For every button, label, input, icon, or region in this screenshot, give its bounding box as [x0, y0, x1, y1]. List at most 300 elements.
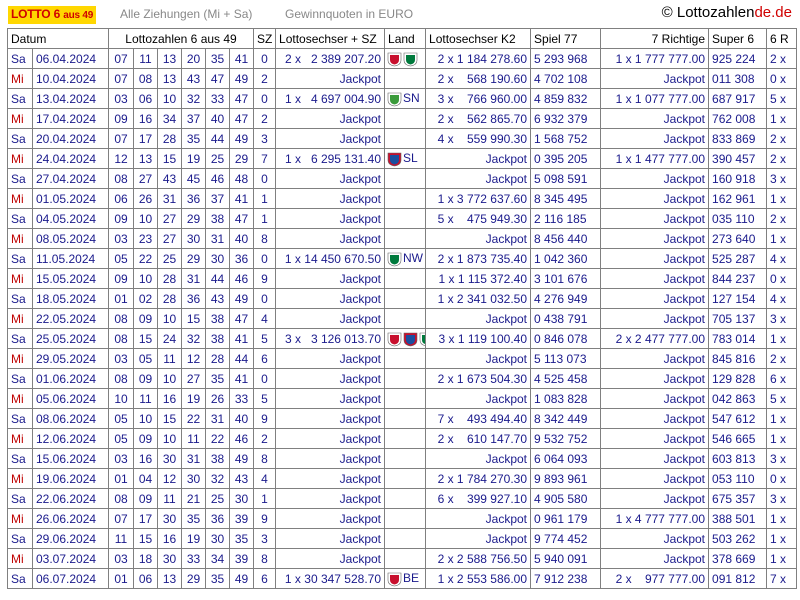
weekday: Mi: [8, 109, 33, 129]
draw-number: 06: [109, 189, 134, 209]
draw-number: 26: [134, 189, 158, 209]
draw-number: 02: [134, 289, 158, 309]
sieben-richtige-payout: Jackpot: [601, 69, 709, 89]
land-cell: [385, 129, 426, 149]
sechser-sz-payout: 1 x 14 450 670.50: [276, 249, 385, 269]
super6-number: 547 612: [709, 409, 767, 429]
draw-number: 21: [182, 489, 206, 509]
spiel77-number: 6 932 379: [531, 109, 601, 129]
draw-number: 37: [182, 109, 206, 129]
draw-number: 37: [206, 189, 230, 209]
super6-number: 845 816: [709, 349, 767, 369]
superzahl: 4: [254, 469, 276, 489]
land-cell: [385, 489, 426, 509]
super6-number: 129 828: [709, 369, 767, 389]
table-row: [8, 229, 797, 249]
sechser-sz-payout: 1 x 4 697 004.90: [276, 89, 385, 109]
flag-icon: [387, 92, 402, 107]
draw-number: 31: [206, 229, 230, 249]
draw-number: 36: [230, 249, 254, 269]
land-cell: [385, 109, 426, 129]
table-row: [8, 569, 797, 589]
draw-date: 17.04.2024: [33, 109, 109, 129]
draw-number: 47: [230, 309, 254, 329]
draw-number: 22: [134, 249, 158, 269]
sieben-richtige-payout: Jackpot: [601, 369, 709, 389]
draw-date: 08.05.2024: [33, 229, 109, 249]
superzahl: 2: [254, 429, 276, 449]
draw-number: 35: [182, 129, 206, 149]
draw-number: 38: [206, 309, 230, 329]
draw-number: 34: [206, 549, 230, 569]
draw-number: 08: [109, 489, 134, 509]
draw-number: 10: [134, 409, 158, 429]
flag-icon: [387, 252, 402, 267]
draw-number: 28: [158, 129, 182, 149]
superzahl: 9: [254, 409, 276, 429]
land-cell: [385, 229, 426, 249]
draw-number: 09: [134, 369, 158, 389]
weekday: Mi: [8, 549, 33, 569]
flag-icon: [403, 52, 418, 67]
super6-number: 127 154: [709, 289, 767, 309]
land-cell: [385, 529, 426, 549]
superzahl: 4: [254, 309, 276, 329]
land-cell: [385, 69, 426, 89]
land-cell: [385, 429, 426, 449]
sechser-sz-payout: Jackpot: [276, 429, 385, 449]
sechs-r-count: 2 x: [767, 209, 797, 229]
k2-payout: 2 x 1 873 735.40: [426, 249, 531, 269]
draw-number: 41: [230, 329, 254, 349]
draw-number: 36: [206, 509, 230, 529]
draw-number: 20: [182, 49, 206, 69]
spiel77-number: 8 456 440: [531, 229, 601, 249]
land-code: NW: [403, 251, 424, 266]
brand-link[interactable]: © Lottozahlende.de: [661, 4, 792, 21]
draw-number: 35: [182, 509, 206, 529]
land-code: BE: [403, 571, 420, 586]
draw-number: 12: [158, 469, 182, 489]
superzahl: 1: [254, 209, 276, 229]
spiel77-number: 1 083 828: [531, 389, 601, 409]
draw-number: 11: [134, 49, 158, 69]
spiel77-number: 5 293 968: [531, 49, 601, 69]
super6-number: 035 110: [709, 209, 767, 229]
table-row: [8, 369, 797, 389]
sieben-richtige-payout: 2 x 2 477 777.00: [601, 329, 709, 349]
land-cell: [385, 149, 426, 169]
sechs-r-count: 5 x: [767, 89, 797, 109]
draw-number: 32: [182, 89, 206, 109]
sechser-sz-payout: Jackpot: [276, 189, 385, 209]
draw-number: 49: [230, 289, 254, 309]
k2-payout: Jackpot: [426, 169, 531, 189]
super6-number: 833 869: [709, 129, 767, 149]
draw-number: 27: [134, 169, 158, 189]
draw-date: 29.05.2024: [33, 349, 109, 369]
land-code: SN: [403, 91, 420, 106]
table-row: [8, 529, 797, 549]
draw-number: 10: [158, 429, 182, 449]
draw-number: 41: [230, 49, 254, 69]
superzahl: 0: [254, 369, 276, 389]
k2-payout: 2 x 610 147.70: [426, 429, 531, 449]
weekday: Mi: [8, 309, 33, 329]
draw-number: 27: [158, 209, 182, 229]
draw-number: 25: [206, 149, 230, 169]
draw-number: 46: [230, 269, 254, 289]
spiel77-number: 6 064 093: [531, 449, 601, 469]
subtitle-draws: Alle Ziehungen (Mi + Sa): [120, 7, 253, 21]
flag-icon: [387, 332, 402, 347]
superzahl: 8: [254, 549, 276, 569]
draw-number: 35: [206, 369, 230, 389]
draw-number: 16: [158, 389, 182, 409]
land-cell: [385, 509, 426, 529]
table-row: [8, 109, 797, 129]
sechser-sz-payout: Jackpot: [276, 169, 385, 189]
draw-number: 19: [182, 529, 206, 549]
superzahl: 8: [254, 449, 276, 469]
draw-number: 09: [109, 109, 134, 129]
draw-date: 06.04.2024: [33, 49, 109, 69]
weekday: Mi: [8, 389, 33, 409]
k2-payout: 7 x 493 494.40: [426, 409, 531, 429]
draw-number: 11: [109, 529, 134, 549]
sechs-r-count: 0 x: [767, 469, 797, 489]
weekday: Mi: [8, 189, 33, 209]
draw-number: 12: [182, 349, 206, 369]
lotto-logo: LOTTO 6 aus 49: [8, 6, 96, 24]
draw-number: 10: [158, 309, 182, 329]
super6-number: 053 110: [709, 469, 767, 489]
sechser-sz-payout: Jackpot: [276, 529, 385, 549]
draw-date: 15.06.2024: [33, 449, 109, 469]
draw-number: 05: [109, 409, 134, 429]
super6-number: 011 308: [709, 69, 767, 89]
k2-payout: 2 x 568 190.60: [426, 69, 531, 89]
draw-number: 07: [109, 49, 134, 69]
draw-number: 43: [182, 69, 206, 89]
draw-number: 33: [182, 549, 206, 569]
draw-number: 38: [206, 449, 230, 469]
draw-date: 01.05.2024: [33, 189, 109, 209]
spiel77-number: 9 774 452: [531, 529, 601, 549]
super6-number: 675 357: [709, 489, 767, 509]
table-row: [8, 49, 797, 69]
sieben-richtige-payout: Jackpot: [601, 209, 709, 229]
draw-number: 33: [206, 89, 230, 109]
draw-date: 22.06.2024: [33, 489, 109, 509]
draw-number: 38: [206, 329, 230, 349]
sechs-r-count: 2 x: [767, 149, 797, 169]
sieben-richtige-payout: Jackpot: [601, 129, 709, 149]
sechs-r-count: 0 x: [767, 69, 797, 89]
table-row: [8, 329, 797, 349]
table-row: [8, 489, 797, 509]
draw-number: 39: [230, 509, 254, 529]
sechs-r-count: 7 x: [767, 569, 797, 589]
draw-number: 03: [109, 349, 134, 369]
draw-number: 07: [109, 129, 134, 149]
k2-payout: Jackpot: [426, 449, 531, 469]
spiel77-number: 1 568 752: [531, 129, 601, 149]
weekday: Sa: [8, 449, 33, 469]
sechs-r-count: 1 x: [767, 229, 797, 249]
draw-number: 43: [158, 169, 182, 189]
draw-number: 30: [158, 449, 182, 469]
sechser-sz-payout: Jackpot: [276, 389, 385, 409]
col-sechser-sz: Lottosechser + SZ: [276, 29, 385, 49]
draw-date: 11.05.2024: [33, 249, 109, 269]
k2-payout: Jackpot: [426, 309, 531, 329]
weekday: Sa: [8, 49, 33, 69]
land-cell: [385, 169, 426, 189]
sechs-r-count: 2 x: [767, 129, 797, 149]
draw-number: 09: [134, 309, 158, 329]
draw-number: 10: [134, 209, 158, 229]
draw-date: 13.04.2024: [33, 89, 109, 109]
draw-number: 40: [230, 409, 254, 429]
superzahl: 3: [254, 129, 276, 149]
superzahl: 0: [254, 169, 276, 189]
table-row: [8, 509, 797, 529]
draw-number: 40: [206, 109, 230, 129]
sechser-sz-payout: Jackpot: [276, 229, 385, 249]
weekday: Mi: [8, 469, 33, 489]
draw-number: 32: [206, 469, 230, 489]
draw-number: 05: [134, 349, 158, 369]
sieben-richtige-payout: 1 x 1 477 777.00: [601, 149, 709, 169]
draw-number: 36: [182, 189, 206, 209]
draw-date: 03.07.2024: [33, 549, 109, 569]
draw-number: 24: [158, 329, 182, 349]
superzahl: 5: [254, 329, 276, 349]
sechser-sz-payout: Jackpot: [276, 409, 385, 429]
sechser-sz-payout: 1 x 6 295 131.40: [276, 149, 385, 169]
draw-number: 47: [230, 109, 254, 129]
super6-number: 091 812: [709, 569, 767, 589]
k2-payout: Jackpot: [426, 509, 531, 529]
super6-number: 783 014: [709, 329, 767, 349]
draw-number: 27: [158, 229, 182, 249]
super6-number: 162 961: [709, 189, 767, 209]
k2-payout: 4 x 559 990.30: [426, 129, 531, 149]
draw-number: 08: [109, 309, 134, 329]
draw-number: 32: [182, 329, 206, 349]
sechser-sz-payout: Jackpot: [276, 109, 385, 129]
subtitle-quotes: Gewinnquoten in EURO: [285, 7, 414, 21]
draw-number: 27: [182, 369, 206, 389]
draw-number: 03: [109, 449, 134, 469]
super6-number: 390 457: [709, 149, 767, 169]
land-cell: [385, 389, 426, 409]
superzahl: 1: [254, 489, 276, 509]
col-zahlen: Lottozahlen 6 aus 49: [109, 29, 254, 49]
super6-number: 160 918: [709, 169, 767, 189]
draw-number: 15: [134, 329, 158, 349]
superzahl: 5: [254, 389, 276, 409]
draw-date: 12.06.2024: [33, 429, 109, 449]
col-datum: Datum: [8, 29, 109, 49]
sieben-richtige-payout: 2 x 977 777.00: [601, 569, 709, 589]
super6-number: 844 237: [709, 269, 767, 289]
weekday: Sa: [8, 129, 33, 149]
flag-icon: [387, 52, 402, 67]
superzahl: 8: [254, 229, 276, 249]
sechs-r-count: 1 x: [767, 509, 797, 529]
spiel77-number: 9 893 961: [531, 469, 601, 489]
superzahl: 6: [254, 349, 276, 369]
sechs-r-count: 4 x: [767, 289, 797, 309]
draw-date: 25.05.2024: [33, 329, 109, 349]
draw-number: 15: [134, 529, 158, 549]
sechser-sz-payout: 1 x 30 347 528.70: [276, 569, 385, 589]
table-row: [8, 189, 797, 209]
super6-number: 546 665: [709, 429, 767, 449]
draw-date: 22.05.2024: [33, 309, 109, 329]
col-super6: Super 6: [709, 29, 767, 49]
draw-number: 10: [158, 369, 182, 389]
land-cell: [385, 469, 426, 489]
draw-number: 38: [206, 209, 230, 229]
sechser-sz-payout: 3 x 3 126 013.70: [276, 329, 385, 349]
sechs-r-count: 1 x: [767, 329, 797, 349]
draw-number: 35: [206, 49, 230, 69]
k2-payout: 1 x 2 553 586.00: [426, 569, 531, 589]
draw-date: 29.06.2024: [33, 529, 109, 549]
weekday: Sa: [8, 89, 33, 109]
table-row: [8, 349, 797, 369]
table-row: [8, 249, 797, 269]
table-row: [8, 549, 797, 569]
draw-number: 15: [182, 309, 206, 329]
sechs-r-count: 2 x: [767, 349, 797, 369]
draw-date: 08.06.2024: [33, 409, 109, 429]
k2-payout: 1 x 1 115 372.40: [426, 269, 531, 289]
draw-date: 06.07.2024: [33, 569, 109, 589]
draw-number: 15: [158, 409, 182, 429]
draw-number: 25: [158, 249, 182, 269]
table-row: [8, 169, 797, 189]
k2-payout: 5 x 475 949.30: [426, 209, 531, 229]
draw-number: 43: [230, 469, 254, 489]
sechser-sz-payout: Jackpot: [276, 489, 385, 509]
superzahl: 1: [254, 189, 276, 209]
land-cell: [385, 89, 426, 109]
table-row: [8, 149, 797, 169]
draw-number: 08: [109, 369, 134, 389]
draw-date: 20.04.2024: [33, 129, 109, 149]
draw-number: 41: [230, 369, 254, 389]
weekday: Mi: [8, 429, 33, 449]
draw-number: 16: [158, 529, 182, 549]
spiel77-number: 7 912 238: [531, 569, 601, 589]
table-row: [8, 449, 797, 469]
sieben-richtige-payout: Jackpot: [601, 449, 709, 469]
sechser-sz-payout: Jackpot: [276, 509, 385, 529]
draw-number: 13: [158, 49, 182, 69]
k2-payout: 2 x 1 784 270.30: [426, 469, 531, 489]
super6-number: 273 640: [709, 229, 767, 249]
sechser-sz-payout: Jackpot: [276, 69, 385, 89]
sieben-richtige-payout: Jackpot: [601, 529, 709, 549]
draw-number: 46: [206, 169, 230, 189]
draw-number: 44: [230, 349, 254, 369]
draw-number: 05: [109, 429, 134, 449]
sieben-richtige-payout: Jackpot: [601, 249, 709, 269]
draw-number: 35: [230, 529, 254, 549]
table-row: [8, 209, 797, 229]
draw-number: 30: [158, 509, 182, 529]
draw-number: 10: [109, 389, 134, 409]
sechs-r-count: 1 x: [767, 549, 797, 569]
draw-number: 47: [206, 69, 230, 89]
spiel77-number: 1 042 360: [531, 249, 601, 269]
sechser-sz-payout: Jackpot: [276, 209, 385, 229]
weekday: Sa: [8, 529, 33, 549]
flag-icon: [403, 332, 418, 347]
sieben-richtige-payout: Jackpot: [601, 309, 709, 329]
weekday: Sa: [8, 369, 33, 389]
draw-number: 40: [230, 229, 254, 249]
table-row: [8, 389, 797, 409]
draw-number: 06: [134, 569, 158, 589]
draw-number: 11: [158, 349, 182, 369]
draw-number: 49: [230, 569, 254, 589]
draw-date: 18.05.2024: [33, 289, 109, 309]
sieben-richtige-payout: Jackpot: [601, 109, 709, 129]
weekday: Sa: [8, 169, 33, 189]
draw-number: 05: [109, 249, 134, 269]
land-cell: [385, 289, 426, 309]
draw-number: 22: [182, 409, 206, 429]
superzahl: 3: [254, 529, 276, 549]
col-6r: 6 R: [767, 29, 797, 49]
col-7-richtige: 7 Richtige: [601, 29, 709, 49]
sechs-r-count: 3 x: [767, 309, 797, 329]
k2-payout: Jackpot: [426, 349, 531, 369]
sieben-richtige-payout: 1 x 1 777 777.00: [601, 49, 709, 69]
draw-number: 16: [134, 109, 158, 129]
spiel77-number: 0 846 078: [531, 329, 601, 349]
spiel77-number: 9 532 752: [531, 429, 601, 449]
sieben-richtige-payout: Jackpot: [601, 549, 709, 569]
col-k2: Lottosechser K2: [426, 29, 531, 49]
table-row: [8, 409, 797, 429]
draw-date: 15.05.2024: [33, 269, 109, 289]
super6-number: 925 224: [709, 49, 767, 69]
table-row: [8, 129, 797, 149]
sechs-r-count: 4 x: [767, 249, 797, 269]
spiel77-number: 4 525 458: [531, 369, 601, 389]
sechser-sz-payout: Jackpot: [276, 309, 385, 329]
table-row: [8, 469, 797, 489]
sechser-sz-payout: 2 x 2 389 207.20: [276, 49, 385, 69]
draw-number: 17: [134, 509, 158, 529]
table-row: [8, 69, 797, 89]
sechs-r-count: 0 x: [767, 269, 797, 289]
superzahl: 0: [254, 49, 276, 69]
spiel77-number: 2 116 185: [531, 209, 601, 229]
draw-number: 30: [182, 229, 206, 249]
draw-number: 29: [230, 149, 254, 169]
land-cell: [385, 49, 426, 69]
land-cell: [385, 409, 426, 429]
flag-icon: [419, 332, 426, 347]
draw-number: 31: [182, 269, 206, 289]
